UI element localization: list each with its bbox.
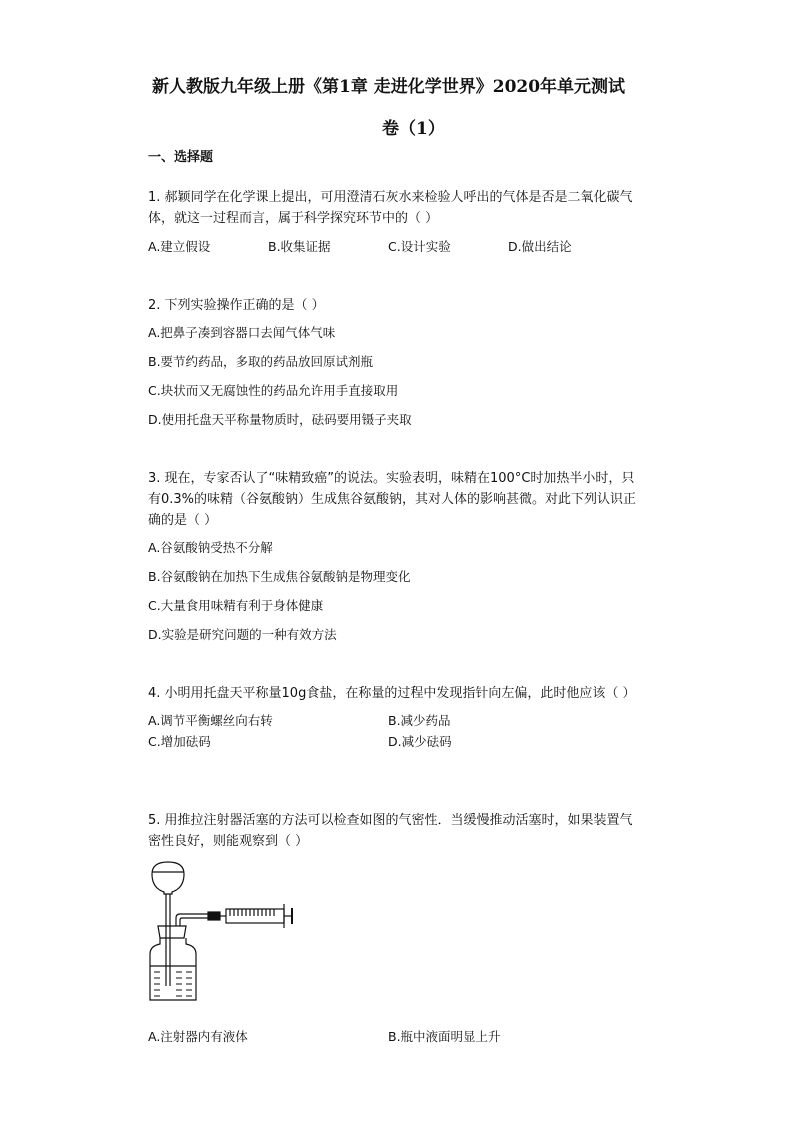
funnel-bulb xyxy=(152,862,184,894)
question-1-option-c: C.设计实验 xyxy=(388,239,451,254)
question-2-option-b: B.要节约药品，多取的药品放回原试剂瓶 xyxy=(148,354,374,369)
syringe-barrel xyxy=(226,909,284,923)
question-1-stem-line-2: 体，就这一过程而言，属于科学探究环节中的（ ） xyxy=(148,211,439,226)
question-2-option-c: C.块状而又无腐蚀性的药品允许用手直接取用 xyxy=(148,383,399,398)
question-1-option-d: D.做出结论 xyxy=(508,239,572,254)
question-2-option-a: A.把鼻子凑到容器口去闻气体气味 xyxy=(148,325,336,340)
question-4-option-c: C.增加砝码 xyxy=(148,734,211,749)
section-heading: 一、选择题 xyxy=(148,150,214,165)
question-3-stem-line-1: 3. 现在，专家否认了“味精致癌”的说法。实验表明，味精在100°C时加热半小时，只 xyxy=(148,471,635,486)
question-4-stem-line-1: 4. 小明用托盘天平称量10g食盐，在称量的过程中发现指针向左偏，此时他应该（ ） xyxy=(148,686,636,701)
question-3-option-b: B.谷氨酸钠在加热下生成焦谷氨酸钠是物理变化 xyxy=(148,569,411,584)
question-4-option-a: A.调节平衡螺丝向右转 xyxy=(148,713,273,728)
airtightness-apparatus-diagram xyxy=(146,858,306,1006)
question-5-stem-line-1: 5. 用推拉注射器活塞的方法可以检查如图的气密性．当缓慢推动活塞时，如果装置气 xyxy=(148,813,633,828)
question-4-option-b: B.减少药品 xyxy=(388,713,451,728)
stopper xyxy=(158,926,186,938)
question-3-option-d: D.实验是研究问题的一种有效方法 xyxy=(148,627,337,642)
question-3-stem-line-3: 确的是（ ） xyxy=(148,513,218,528)
question-3-option-a: A.谷氨酸钠受热不分解 xyxy=(148,540,273,555)
question-5-option-a: A.注射器内有液体 xyxy=(148,1029,248,1044)
question-5-stem-line-2: 密性良好，则能观察到（ ） xyxy=(148,834,309,849)
bottle xyxy=(150,938,196,1000)
title-line2: 卷（1） xyxy=(382,119,445,139)
title-line1: 新人教版九年级上册《第1章 走进化学世界》2020年单元测试 xyxy=(152,77,626,97)
question-1-option-b: B.收集证据 xyxy=(268,239,331,254)
question-2-stem-line-1: 2. 下列实验操作正确的是（ ） xyxy=(148,298,325,313)
question-5-option-b: B.瓶中液面明显上升 xyxy=(388,1029,501,1044)
question-1-option-a: A.建立假设 xyxy=(148,239,211,254)
question-3-stem-line-2: 有0.3%的味精（谷氨酸钠）生成焦谷氨酸钠，其对人体的影响甚微。对此下列认识正 xyxy=(148,492,637,507)
question-1-stem-line-1: 1. 郝颖同学在化学课上提出，可用澄清石灰水来检验人呼出的气体是否是二氧化碳气 xyxy=(148,190,633,205)
question-3-option-c: C.大量食用味精有利于身体健康 xyxy=(148,598,324,613)
question-2-option-d: D.使用托盘天平称量物质时，砝码要用镊子夹取 xyxy=(148,412,412,427)
question-4-option-d: D.减少砝码 xyxy=(388,734,452,749)
